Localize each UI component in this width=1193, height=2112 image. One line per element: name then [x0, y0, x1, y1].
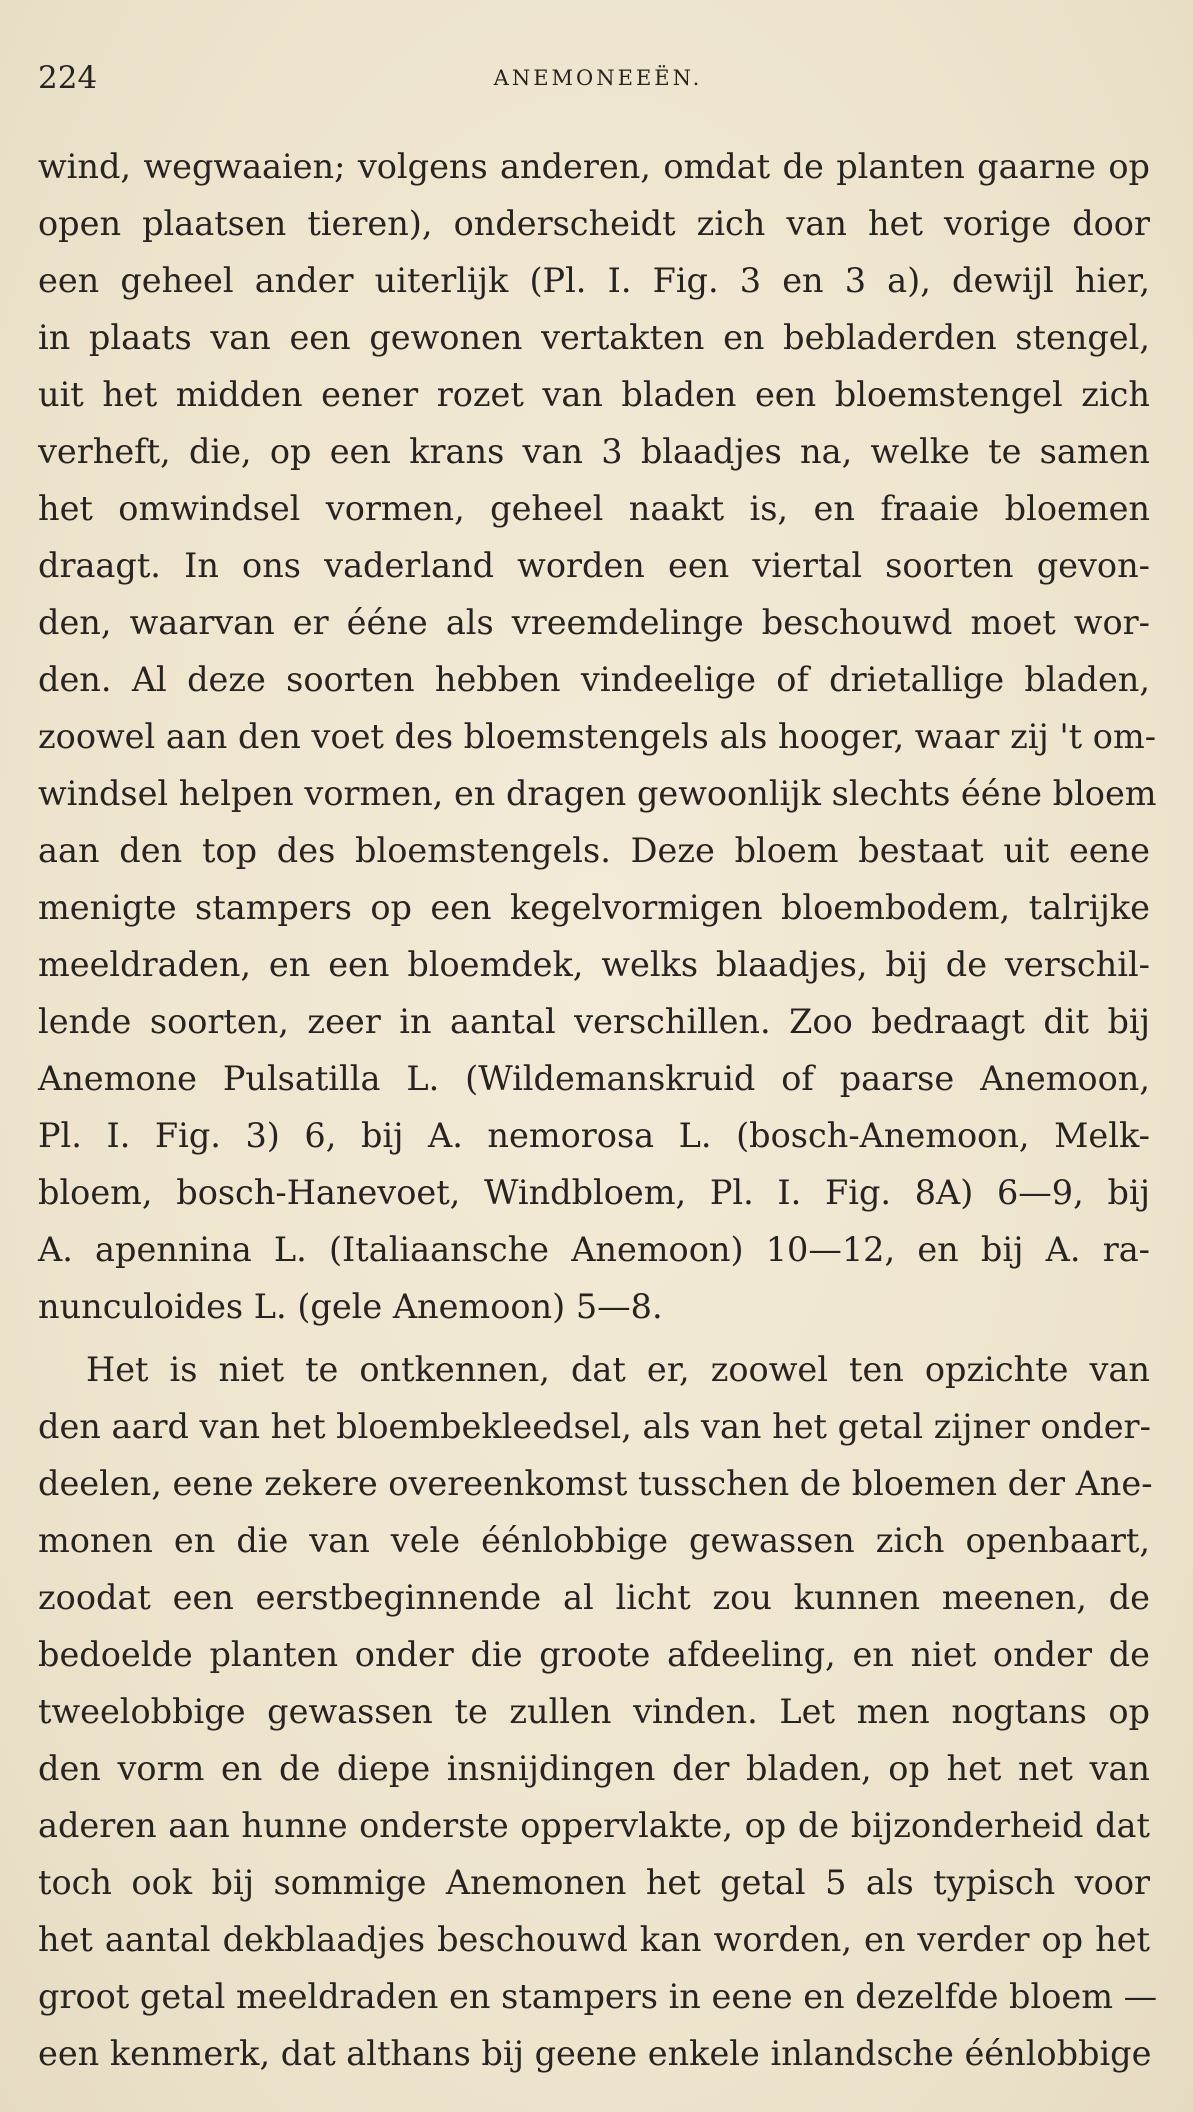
page-number: 224 — [38, 60, 98, 96]
text-line: aderen aan hunne onderste oppervlakte, op de bijzonderheid dat — [38, 1806, 1150, 1845]
text-line: zoodat een eerstbeginnende al licht zou kunnen meenen, de — [38, 1578, 1150, 1617]
text-line: A. apennina L. (Italiaansche Anemoon) 10—12, en bij A. ra- — [38, 1230, 1150, 1269]
text-line: meeldraden, en een bloemdek, welks blaadjes, bij de verschil- — [38, 945, 1150, 984]
text-line: tweelobbige gewassen te zullen vinden. Let men nogtans op — [38, 1692, 1150, 1731]
text-line: het aantal dekblaadjes beschouwd kan worden, en verder op het — [38, 1920, 1150, 1959]
text-line: den aard van het bloembekleedsel, als van het getal zijner onder- — [38, 1407, 1151, 1446]
text-line: het omwindsel vormen, geheel naakt is, en fraaie bloemen — [38, 489, 1150, 528]
text-line: een kenmerk, dat althans bij geene enkele inlandsche éénlobbige — [38, 2034, 1152, 2073]
text-line: zoowel aan den voet des bloemstengels als hooger, waar zij 't om- — [38, 717, 1157, 756]
page-header — [38, 58, 1158, 98]
body-text — [38, 138, 1158, 2082]
text-line: open plaatsen tieren), onderscheidt zich van het vorige door — [38, 204, 1150, 243]
text-line: Pl. I. Fig. 3) 6, bij A. nemorosa L. (bosch-Anemoon, Melk- — [38, 1116, 1150, 1155]
text-line: lende soorten, zeer in aantal verschillen. Zoo bedraagt dit bij — [38, 1002, 1150, 1041]
text-line: een geheel ander uiterlijk (Pl. I. Fig. 3 en 3 a), dewijl hier, — [38, 261, 1150, 300]
text-line: toch ook bij sommige Anemonen het getal 5 als typisch voor — [38, 1863, 1150, 1902]
text-line: draagt. In ons vaderland worden een viertal soorten gevon- — [38, 546, 1150, 585]
text-line: den. Al deze soorten hebben vindeelige of drietallige bladen, — [38, 660, 1150, 699]
running-head: ANEMONEEËN. — [493, 66, 703, 90]
paragraph-first-line: Het is niet te ontkennen, dat er, zoowel ten opzichte van — [86, 1350, 1150, 1389]
paragraph-last-line: nunculoides L. (gele Anemoon) 5—8. — [38, 1287, 663, 1326]
text-line: uit het midden eener rozet van bladen een bloemstengel zich — [38, 375, 1150, 414]
text-line: wind, wegwaaien; volgens anderen, omdat de planten gaarne op — [38, 147, 1150, 186]
text-line: monen en die van vele éénlobbige gewassen zich openbaart, — [38, 1521, 1150, 1560]
text-line: in plaats van een gewonen vertakten en bebladerden stengel, — [38, 318, 1150, 357]
text-line: bedoelde planten onder die groote afdeeling, en niet onder de — [38, 1635, 1150, 1674]
text-line: groot getal meeldraden en stampers in eene en dezelfde bloem — — [38, 1977, 1158, 2016]
text-line: menigte stampers op een kegelvormigen bloembodem, talrijke — [38, 888, 1150, 927]
text-line: aan den top des bloemstengels. Deze bloem bestaat uit eene — [38, 831, 1150, 870]
text-line: den, waarvan er ééne als vreemdelinge beschouwd moet wor- — [38, 603, 1150, 642]
text-line: Anemone Pulsatilla L. (Wildemanskruid of paarse Anemoon, — [38, 1059, 1150, 1098]
text-line: bloem, bosch-Hanevoet, Windbloem, Pl. I. Fig. 8A) 6—9, bij — [38, 1173, 1150, 1212]
text-line: windsel helpen vormen, en dragen gewoonlijk slechts ééne bloem — [38, 774, 1157, 813]
text-line: den vorm en de diepe insnijdingen der bladen, op het net van — [38, 1749, 1150, 1788]
text-line: deelen, eene zekere overeenkomst tusschen de bloemen der Ane- — [38, 1464, 1153, 1503]
text-line: verheft, die, op een krans van 3 blaadjes na, welke te samen — [38, 432, 1150, 471]
